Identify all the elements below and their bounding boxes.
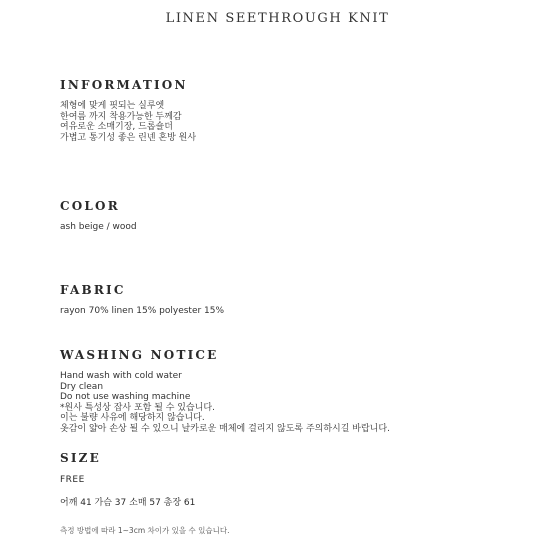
information-section xyxy=(60,78,540,143)
washing-line: *원사 특성상 잡사 포함 될 수 있습니다. xyxy=(60,402,215,413)
washing-line: Dry clean xyxy=(60,381,104,392)
size-measurements: 어깨 41 가슴 37 소매 57 총장 61 xyxy=(60,498,196,508)
measurement-note: 측정 방법에 따라 1~3cm 차이가 있을 수 있습니다. xyxy=(60,526,230,535)
washing-line: Hand wash with cold water xyxy=(60,371,182,381)
washing-notice-heading: WASHING NOTICE xyxy=(60,348,219,362)
color-section xyxy=(60,199,540,233)
information-line: 여유로운 소매기장, 드롭숄더 xyxy=(60,122,173,132)
fabric-heading: FABRIC xyxy=(60,283,126,297)
color-heading: COLOR xyxy=(60,199,120,213)
information-line: 한여름 까지 착용가능한 두께감 xyxy=(60,111,182,122)
information-heading: INFORMATION xyxy=(60,78,188,92)
product-title: LINEN SEETHROUGH KNIT xyxy=(165,11,390,26)
color-value: ash beige / wood xyxy=(60,222,137,232)
information-line: 가볍고 통기성 좋은 린넨 혼방 원사 xyxy=(60,132,197,143)
fabric-section xyxy=(60,283,540,317)
size-label: FREE xyxy=(60,475,85,485)
size-section xyxy=(60,451,540,508)
washing-notice-section xyxy=(60,348,540,434)
washing-line: 옷감이 얇아 손상 될 수 있으니 날카로운 매체에 걸리지 않도록 주의하시길 바랍니다. xyxy=(60,423,390,434)
washing-line: 이는 불량 사유에 해당하지 않습니다. xyxy=(60,413,205,423)
fabric-composition: rayon 70% linen 15% polyester 15% xyxy=(60,306,225,316)
washing-line: Do not use washing machine xyxy=(60,392,191,402)
information-line: 체형에 맞게 핏되는 실루엣 xyxy=(60,101,165,111)
size-heading: SIZE xyxy=(60,451,101,465)
